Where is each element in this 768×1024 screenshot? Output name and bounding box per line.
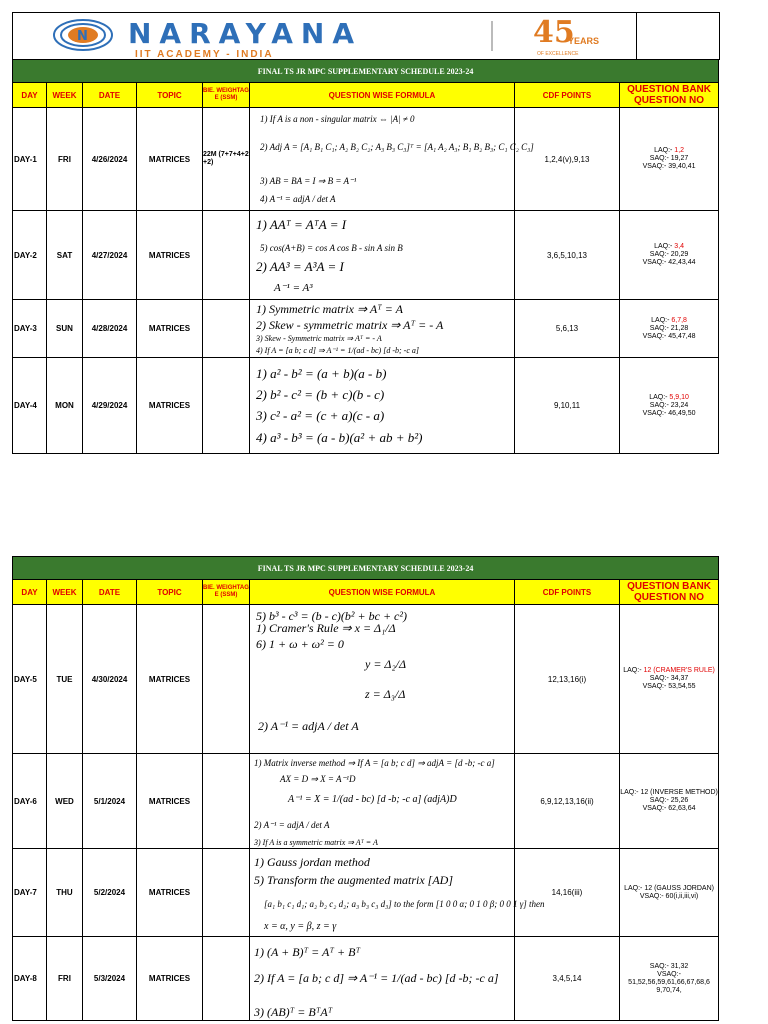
laq-values: 12 (INVERSE METHOD) [640,789,718,796]
cdf-cell: 3,4,5,14 [515,937,620,1021]
date-cell: 4/30/2024 [83,605,137,754]
formula-cell [250,108,534,211]
laq-values: 3,4 [674,243,685,250]
header-day: DAY [13,83,47,108]
vsaq-values: VSAQ:- 62,63,64 [642,805,696,812]
table-row [13,754,719,849]
question-bank-cell [620,358,719,454]
formula-line: 2) If A = [a b; c d] ⇒ A⁻¹ = 1/(ad - bc) [d -b; -c a] [254,971,499,985]
cdf-cell: 5,6,13 [515,300,620,358]
day-cell: DAY-1 [13,108,47,211]
laq-values: 12 (CRAMER'S RULE) [643,667,715,674]
table-row [13,211,719,300]
saq-values: SAQ:- 21,28 [649,324,689,332]
table-row [13,358,719,454]
question-bank-cell [620,754,719,849]
formula-line: 1) Symmetric matrix ⇒ Aᵀ = A [256,302,403,316]
saq-values: SAQ:- 23,24 [649,401,689,409]
brand-subtitle: IIT ACADEMY - INDIA [135,49,274,60]
week-cell: TUE [47,605,83,754]
header-week: WEEK [47,580,83,605]
day-cell: DAY-8 [13,937,47,1021]
years-subtitle: OF EXCELLENCE [537,51,579,57]
formula-line: 1) Gauss jordan method [254,855,370,869]
formula-line: 1) a² - b² = (a + b)(a - b) [256,366,387,381]
laq-prefix: LAQ:- [651,316,672,324]
formula-line: 5) cos(A+B) = cos A cos B - sin A sin B [260,243,403,253]
formula-line: 6) 1 + ω + ω² = 0 [256,637,344,651]
laq-values: 1,2 [674,147,685,154]
day-cell: DAY-2 [13,211,47,300]
date-cell: 5/1/2024 [83,754,137,849]
schedule-title: FINAL TS JR MPC SUPPLEMENTARY SCHEDULE 2023-24 [13,60,719,83]
laq-values: 6,7,8 [671,316,687,324]
header-topic: TOPIC [137,580,203,605]
header-week: WEEK [47,83,83,108]
formula-cell [250,849,545,937]
formula-line: 3) AB = BA = I ⇒ B = A⁻¹ [260,176,357,186]
brand-name: NARAYANA [128,17,363,50]
header-row [13,83,719,108]
formula-line: 5) b³ - c³ = (b - c)(b² + bc + c²) [256,609,407,623]
weightage-cell [203,211,250,300]
header-question-bank: QUESTION BANK QUESTION NO [620,83,719,108]
topic-cell: MATRICES [137,605,203,754]
header-formula: QUESTION WISE FORMULA [250,580,515,605]
laq-values: 12 (GAUSS JORDAN) [644,884,714,892]
formula-line: 3) c² - a² = (c + a)(c - a) [256,408,385,423]
cdf-cell: 6,9,12,13,16(ii) [515,754,620,849]
topic-cell: MATRICES [137,300,203,358]
vsaq-values: VSAQ:- 60(i,ii,iii,vi) [639,892,699,900]
formula-line: 4) If A = [a b; c d] ⇒ A⁻¹ = 1/(ad - bc) [d -b; -c a] [256,346,419,355]
formula-line: 4) A⁻¹ = adjA / det A [260,194,336,204]
table-row [13,108,719,211]
svg-text:N: N [77,29,88,44]
schedule-title: FINAL TS JR MPC SUPPLEMENTARY SCHEDULE 2023-24 [13,557,719,580]
table-row [13,605,719,754]
weightage-cell: 22M (7+7+4+2 +2) [203,108,250,211]
vsaq-values: VSAQ:- 53,54,55 [642,683,696,690]
laq-prefix: LAQ:- [654,147,675,154]
day-cell: DAY-3 [13,300,47,358]
formula-line: 1) AAᵀ = AᵀA = I [256,217,347,232]
topic-cell: MATRICES [137,211,203,300]
date-cell: 4/26/2024 [83,108,137,211]
date-cell: 4/29/2024 [83,358,137,454]
formula-line: 1) Cramer's Rule ⇒ x = Δ₁/Δ [256,621,396,635]
saq-values: SAQ:- 31,32 [649,962,689,970]
week-cell: WED [47,754,83,849]
header-topic: TOPIC [137,83,203,108]
narayana-logo-icon [53,19,113,51]
laq-prefix: LAQ:- [624,884,645,892]
vsaq-values: VSAQ:- 39,40,41 [642,163,696,170]
formula-line: 3) (AB)ᵀ = BᵀAᵀ [254,1005,333,1019]
week-cell: MON [47,358,83,454]
years-label: YEARS [568,36,600,46]
formula-line: x = α, y = β, z = γ [264,921,337,932]
day-cell: DAY-4 [13,358,47,454]
formula-line: 4) a³ - b³ = (a - b)(a² + ab + b²) [256,430,423,445]
topic-cell: MATRICES [137,358,203,454]
week-cell: FRI [47,937,83,1021]
formula-line: 2) A⁻¹ = adjA / det A [258,719,359,733]
laq-values: 5,9,10 [669,393,689,401]
vsaq-values: VSAQ:- 45,47,48 [642,332,696,340]
question-bank-cell [620,211,719,300]
formula-cell [250,605,515,754]
formula-line: 1) (A + B)ᵀ = Aᵀ + Bᵀ [254,945,361,959]
date-cell: 5/2/2024 [83,849,137,937]
weightage-cell [203,605,250,754]
formula-cell [250,937,515,1021]
header-day: DAY [13,580,47,605]
formula-cell [250,211,515,300]
header-question-bank: QUESTION BANK QUESTION NO [620,580,719,605]
header-date: DATE [83,580,137,605]
weightage-cell [203,300,250,358]
cdf-cell: 3,6,5,10,13 [515,211,620,300]
schedule-table-1 [12,59,719,454]
formula-line: 3) Skew - Symmetric matrix ⇒ Aᵀ = - A [256,334,382,343]
topic-cell: MATRICES [137,108,203,211]
formula-line: 2) b² - c² = (b + c)(b - c) [256,387,385,402]
formula-cell [250,300,515,358]
saq-values: SAQ:- 25,26 [649,797,689,804]
saq-values: SAQ:- 19,27 [649,155,689,162]
date-cell: 4/27/2024 [83,211,137,300]
header-cdf: CDF POINTS [515,580,620,605]
day-cell: DAY-6 [13,754,47,849]
saq-values: SAQ:- 34,37 [649,675,689,682]
table-row [13,937,719,1021]
years-number: 45 [533,15,575,50]
topic-cell: MATRICES [137,754,203,849]
formula-line: y = Δ₂/Δ [365,657,407,671]
weightage-cell [203,754,250,849]
header-date: DATE [83,83,137,108]
formula-line: AX = D ⇒ X = A⁻¹D [280,774,356,784]
cdf-cell: 9,10,11 [515,358,620,454]
date-cell: 5/3/2024 [83,937,137,1021]
formula-line: A⁻¹ = X = 1/(ad - bc) [d -b; -c a] (adjA)D [288,794,457,805]
formula-line: 1) Matrix inverse method ⇒ If A = [a b; c d] ⇒ adjA = [d -b; -c a] [254,758,495,768]
question-bank-cell [620,605,719,754]
cdf-cell: 1,2,4(v),9,13 [515,108,620,211]
cdf-cell: 12,13,16(i) [515,605,620,754]
laq-prefix: LAQ:- [654,243,675,250]
laq-prefix: LAQ:- [649,393,670,401]
laq-prefix: LAQ:- [620,789,641,796]
header-row [13,580,719,605]
week-cell: SAT [47,211,83,300]
header-cdf: CDF POINTS [515,83,620,108]
question-bank-cell [620,849,719,937]
table-row [13,849,719,937]
logo-empty-cell [636,13,720,60]
formula-line: [a₁ b₁ c₁ d₁; a₂ b₂ c₂ d₂; a₃ b₃ c₃ d₃] to the form [1 0 0 α; 0 1 0 β; 0 0 1 γ] then [264,899,545,909]
formula-cell [250,358,515,454]
table-row [13,300,719,358]
week-cell: THU [47,849,83,937]
header-weightage: BIE. WEIGHTAG E (SSM) [203,83,250,108]
date-cell: 4/28/2024 [83,300,137,358]
formula-line: 1) If A is a non - singular matrix ⇔ |A| ≠ 0 [260,114,415,124]
laq-prefix: LAQ:- [623,667,644,674]
formula-line: A⁻¹ = A³ [274,282,313,294]
logo-divider [491,21,493,51]
topic-cell: MATRICES [137,937,203,1021]
question-bank-cell [620,937,719,1021]
formula-line: 2) AA³ = A³A = I [256,259,344,274]
weightage-cell [203,358,250,454]
week-cell: SUN [47,300,83,358]
formula-cell [250,754,515,849]
formula-line: 5) Transform the augmented matrix [AD] [254,873,453,887]
vsaq-values: VSAQ:- 51,52,56,59,61,66,67,68,6 9,70,74, [628,970,710,994]
formula-line: z = Δ₃/Δ [365,687,406,701]
week-cell: FRI [47,108,83,211]
logo-banner [12,12,720,60]
formula-line: 2) Skew - symmetric matrix ⇒ Aᵀ = - A [256,318,444,332]
topic-cell: MATRICES [137,849,203,937]
header-formula: QUESTION WISE FORMULA [250,83,515,108]
question-bank-cell [620,300,719,358]
header-weightage: BIE. WEIGHTAG E (SSM) [203,580,250,605]
day-cell: DAY-5 [13,605,47,754]
day-cell: DAY-7 [13,849,47,937]
vsaq-values: VSAQ:- 46,49,50 [642,409,696,417]
weightage-cell [203,937,250,1021]
saq-values: SAQ:- 20,29 [649,251,689,258]
question-bank-cell [620,108,719,211]
formula-line: 3) If A is a symmetric matrix ⇒ Aᵀ = A [254,838,378,847]
vsaq-values: VSAQ:- 42,43,44 [642,259,696,266]
formula-line: 2) Adj A = [A₁ B₁ C₁; A₂ B₂ C₂; A₃ B₃ C₃]ᵀ = [A₁ A₂ A₃; B₁ B₂ B₃; C₁ C₂ C₃] [260,142,534,152]
schedule-table-2 [12,556,719,1021]
weightage-cell [203,849,250,937]
cdf-cell: 14,16(iii) [515,849,620,937]
formula-line: 2) A⁻¹ = adjA / det A [254,820,330,830]
